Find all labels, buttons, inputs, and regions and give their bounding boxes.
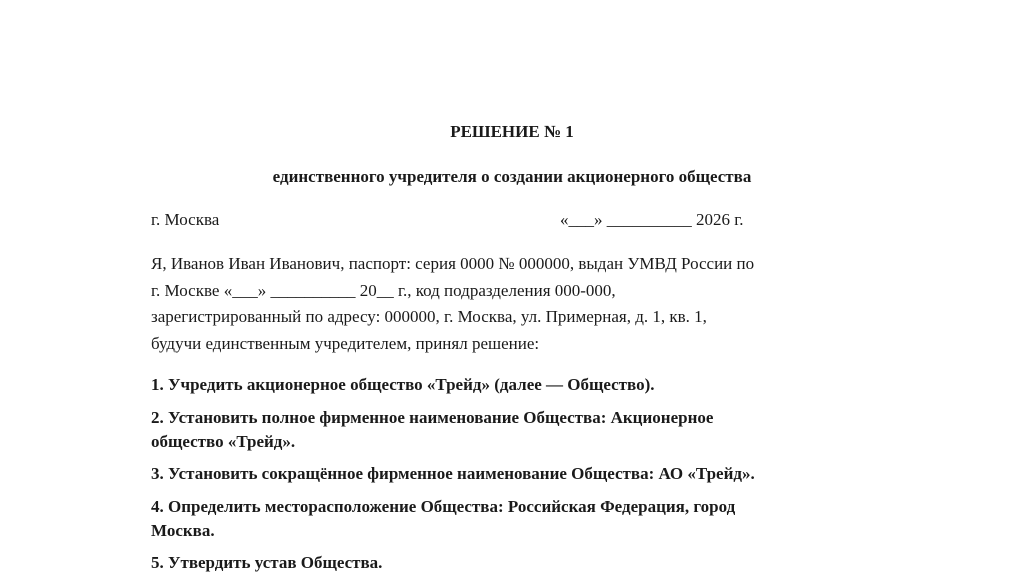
- decision-item-1: [151, 373, 891, 397]
- decision-item-3: [151, 462, 891, 486]
- decision-item-4: [151, 495, 891, 543]
- intro-paragraph: [151, 251, 891, 357]
- intro-line: г. Москве «___» __________ 20__ г., код подразделения 000-000,: [151, 280, 616, 300]
- intro-line: будучи единственным учредителем, принял решение:: [151, 333, 540, 353]
- decision-item-line: 4. Определить месторасположение Общества: Российская Федерация, город: [151, 497, 736, 516]
- intro-line: зарегистрированный по адресу: 000000, г. Москва, ул. Примерная, д. 1, кв. 1,: [151, 307, 707, 326]
- decision-item-line: общество «Трейд».: [151, 432, 296, 451]
- document-title: РЕШЕНИЕ № 1: [450, 122, 574, 141]
- document-city: г. Москва: [151, 210, 220, 229]
- document-date: «___» __________ 2026 г.: [560, 210, 744, 229]
- decision-item-line: 5. Утвердить устав Общества.: [151, 553, 383, 572]
- intro-line: Я, Иванов Иван Иванович, паспорт: серия 0000 № 000000, выдан УМВД России по: [151, 254, 755, 273]
- document-subtitle: единственного учредителя о создании акционерного общества: [272, 167, 752, 186]
- decision-item-line: Москва.: [151, 521, 215, 540]
- decision-item-line: 3. Установить сокращённое фирменное наименование Общества: АО «Трейд».: [151, 464, 755, 483]
- decision-item-line: 2. Установить полное фирменное наименование Общества: Акционерное: [151, 408, 714, 427]
- decision-item-2: [151, 406, 891, 454]
- decision-item-line: 1. Учредить акционерное общество «Трейд» (далее — Общество).: [151, 375, 655, 394]
- decision-item-5: [151, 551, 891, 575]
